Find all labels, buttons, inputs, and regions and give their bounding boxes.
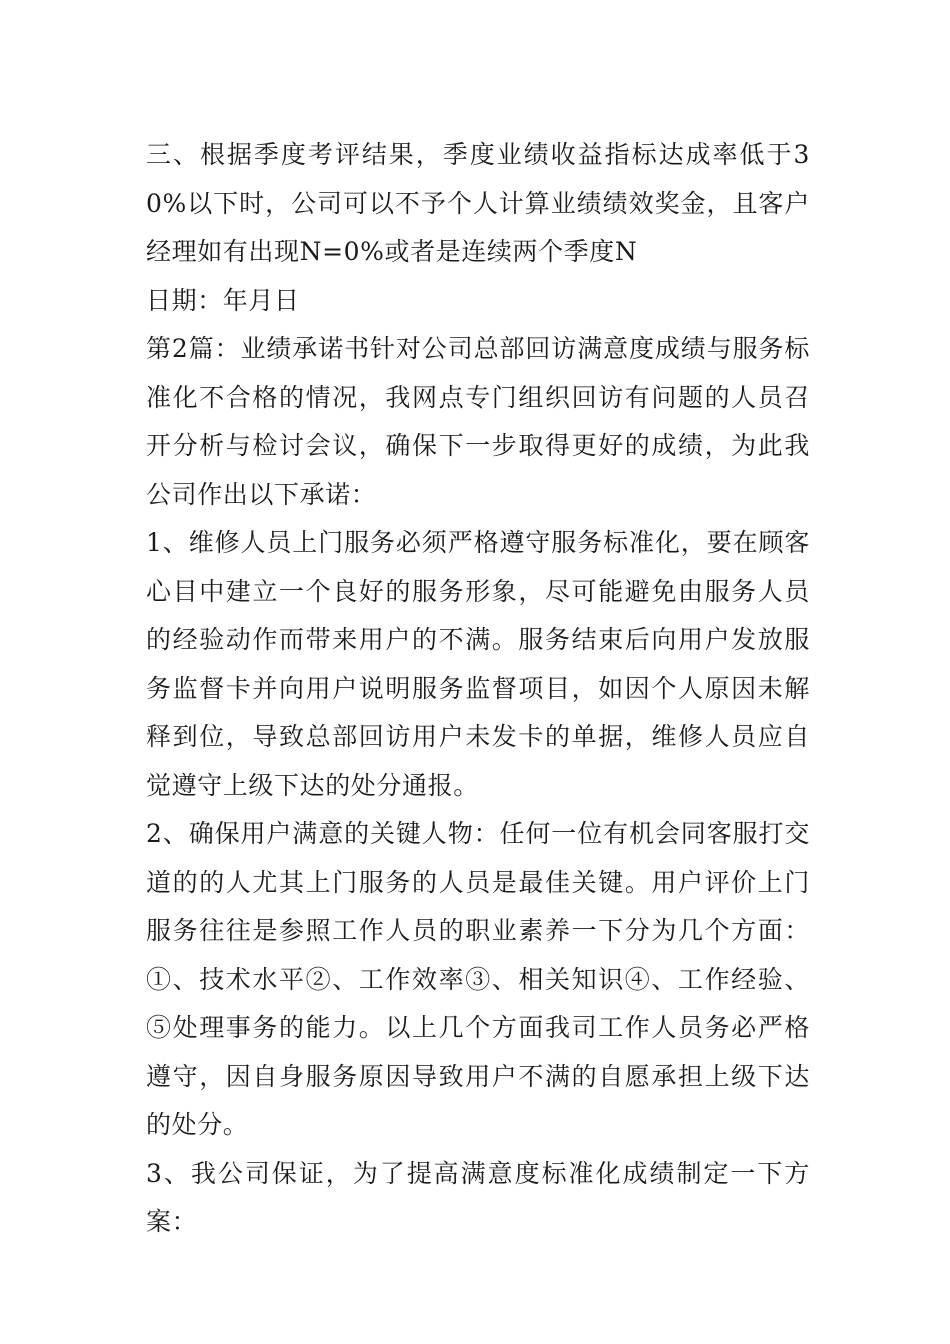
paragraph-item-2: 2、确保用户满意的关键人物：任何一位有机会同客服打交道的的人尤其上门服务的人员是最佳关键。用户评价上门服务往往是参照工作人员的职业素养一下分为几个方面：①、技术水平②、工作效率③、相关知识④、工作经验、⑤处理事务的能力。以上几个方面我司工作人员务必严格遵守，因自身服务原因导致用户不满的自愿承担上级下达的处分。 — [146, 819, 810, 1139]
paragraph-item-1: 1、维修人员上门服务必须严格遵守服务标准化，要在顾客心目中建立一个良好的服务形象，尽可能避免由服务人员的经验动作而带来用户的不满。服务结束后向用户发放服务监督卡并向用户说明服务监督项目，如因个人原因未解释到位，导致总部回访用户未发卡的单据，维修人员应自觉遵守上级下达的处分通报。 — [146, 528, 810, 800]
paragraph-date: 日期：年月日 — [146, 285, 300, 315]
paragraph-commitment-intro: 第2篇：业绩承诺书针对公司总部回访满意度成绩与服务标准化不合格的情况，我网点专门组织回访有问题的人员召开分析与检讨会议，确保下一步取得更好的成绩，为此我公司作出以下承诺： — [146, 334, 810, 509]
document-body — [146, 131, 810, 1247]
paragraph-item-3: 3、我公司保证，为了提高满意度标准化成绩制定一下方案： — [146, 1158, 810, 1236]
paragraph-quarterly-assessment: 三、根据季度考评结果，季度业绩收益指标达成率低于30%以下时，公司可以不予个人计算业绩绩效奖金，且客户经理如有出现N=0%或者是连续两个季度N — [146, 140, 810, 266]
